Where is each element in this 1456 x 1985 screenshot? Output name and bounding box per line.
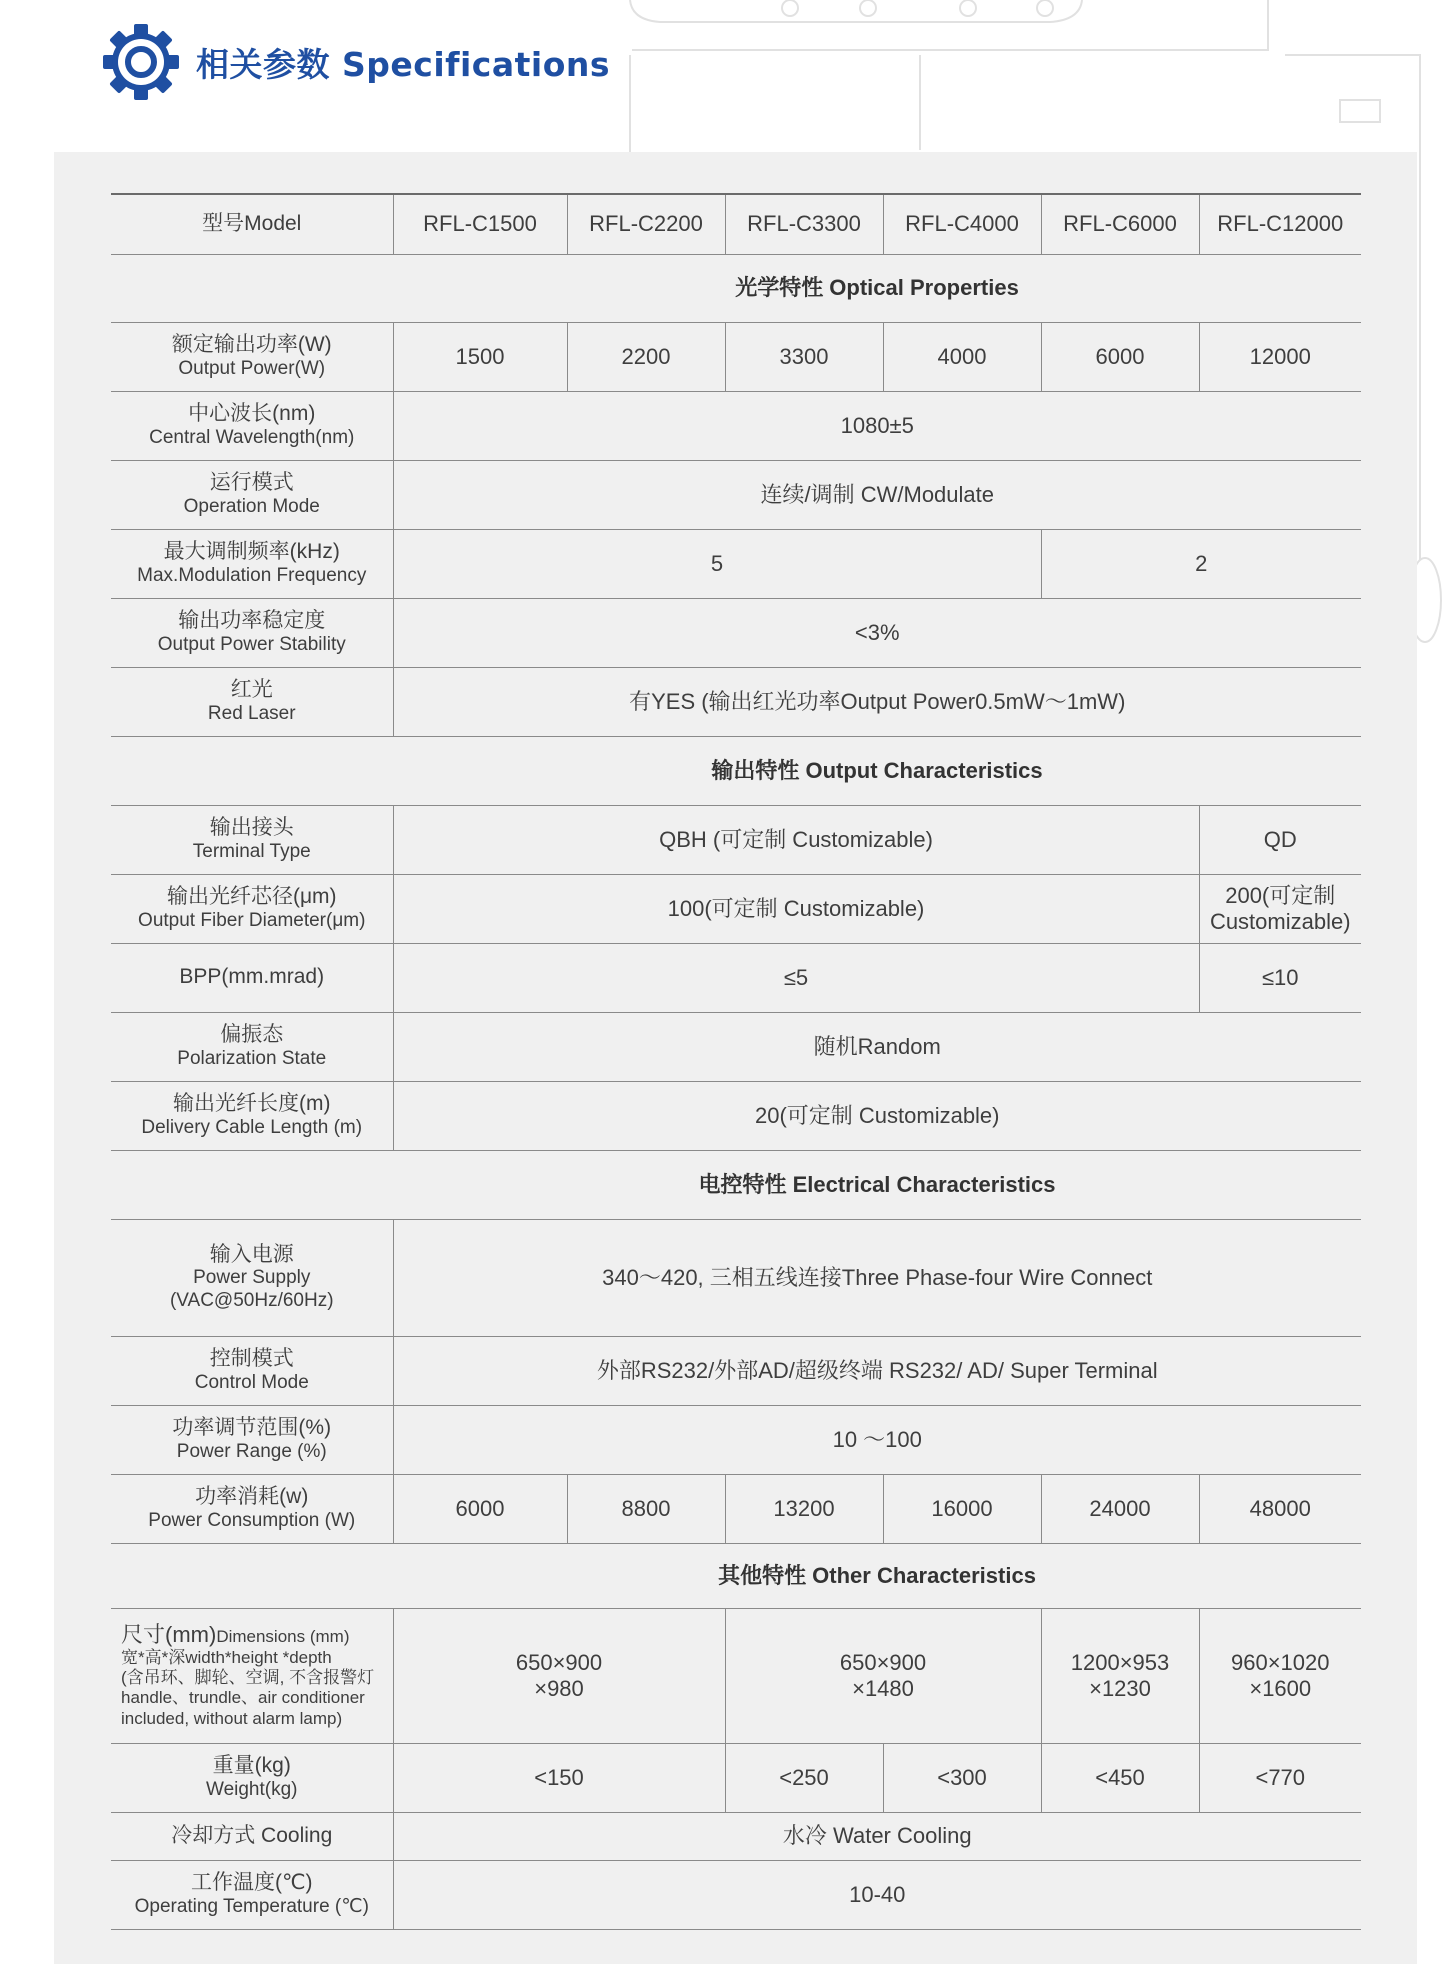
- value-line: ×980: [534, 1675, 584, 1701]
- value-cell: QD: [1199, 805, 1361, 874]
- value-line: ×1480: [852, 1675, 914, 1701]
- table-row: [111, 598, 1361, 667]
- label-zh: 输出功率稳定度: [178, 608, 326, 632]
- model-cell: RFL-C6000: [1041, 194, 1199, 254]
- value-cell: 3300: [725, 322, 883, 391]
- table-row: [111, 805, 1361, 874]
- label-zh: 最大调制频率(kHz): [163, 539, 340, 563]
- table-row: [111, 529, 1361, 598]
- model-cell: RFL-C12000: [1199, 194, 1361, 254]
- row-label: [111, 598, 393, 667]
- table-row: [111, 1012, 1361, 1081]
- table-row: [111, 391, 1361, 460]
- label-zh: 重量(kg): [212, 1753, 291, 1777]
- value-cell: 外部RS232/外部AD/超级终端 RS232/ AD/ Super Terminal: [393, 1336, 1361, 1405]
- value-cell: 13200: [725, 1474, 883, 1543]
- value-cell: 8800: [567, 1474, 725, 1543]
- label-zh: 工作温度(℃): [190, 1870, 313, 1894]
- label-en: Output Fiber Diameter(μm): [138, 909, 366, 931]
- section-header: [111, 254, 1361, 322]
- label-line: 宽*高*深width*height *depth: [121, 1648, 332, 1668]
- label-en: Terminal Type: [192, 840, 311, 862]
- row-label: [111, 322, 393, 391]
- value-cell: 6000: [393, 1474, 567, 1543]
- model-cell: RFL-C2200: [567, 194, 725, 254]
- value-cell: QBH (可定制 Customizable): [393, 805, 1199, 874]
- value-cell: 有YES (输出红光功率Output Power0.5mW～1mW): [393, 667, 1361, 736]
- label-en: Power Supply: [193, 1267, 311, 1289]
- value-cell: <450: [1041, 1743, 1199, 1812]
- row-label: BPP(mm.mrad): [111, 943, 393, 1012]
- table-row: [111, 322, 1361, 391]
- value-cell: 16000: [883, 1474, 1041, 1543]
- value-cell: 6000: [1041, 322, 1199, 391]
- value-cell: [393, 1608, 725, 1743]
- table-row: [111, 1405, 1361, 1474]
- label-en: Max.Modulation Frequency: [137, 564, 367, 586]
- value-cell: ≤10: [1199, 943, 1361, 1012]
- value-cell: 20(可定制 Customizable): [393, 1081, 1361, 1150]
- section-title-other: 其他特性 Other Characteristics: [718, 1562, 1036, 1588]
- value-line: ×1600: [1249, 1675, 1312, 1701]
- value-cell: 24000: [1041, 1474, 1199, 1543]
- value-cell: <300: [883, 1743, 1041, 1812]
- value-cell: <3%: [393, 598, 1361, 667]
- page-header: [100, 22, 610, 102]
- spec-table: [111, 193, 1361, 1930]
- label-line: included, without alarm lamp): [121, 1708, 343, 1728]
- row-label: [111, 805, 393, 874]
- value-cell: 水冷 Water Cooling: [393, 1812, 1361, 1860]
- table-row: [111, 1081, 1361, 1150]
- value-cell: ≤5: [393, 943, 1199, 1012]
- value-cell: 10 ～100: [393, 1405, 1361, 1474]
- row-label: [111, 460, 393, 529]
- row-label: [111, 1336, 393, 1405]
- row-label: [111, 1743, 393, 1812]
- label-en: Power Range (%): [176, 1440, 327, 1462]
- section-row: [111, 1150, 1361, 1219]
- row-label: [111, 1012, 393, 1081]
- label-en: Operation Mode: [183, 495, 320, 517]
- section-header: [111, 1543, 1361, 1608]
- section-title-optical: 光学特性 Optical Properties: [735, 275, 1019, 301]
- value-cell: [1199, 1608, 1361, 1743]
- value-cell: 5: [393, 529, 1041, 598]
- table-row: [111, 943, 1361, 1012]
- label-en: Output Power Stability: [157, 633, 346, 655]
- label-zh: 红光: [230, 677, 273, 701]
- value-cell: [1199, 874, 1361, 943]
- row-label: [111, 1474, 393, 1543]
- row-label: [111, 874, 393, 943]
- label-zh: 输出接头: [209, 815, 294, 839]
- table-row: [111, 1474, 1361, 1543]
- row-label: [111, 391, 393, 460]
- row-label: [111, 1405, 393, 1474]
- label-zh: 控制模式: [209, 1346, 294, 1370]
- value-line: 650×900: [515, 1649, 603, 1675]
- row-label: [111, 1860, 393, 1929]
- label-en: Operating Temperature (℃): [134, 1895, 369, 1917]
- section-title-output: 输出特性 Output Characteristics: [711, 757, 1043, 783]
- value-cell: <250: [725, 1743, 883, 1812]
- table-row: [111, 1336, 1361, 1405]
- label-zh: 功率调节范围(%): [172, 1415, 332, 1439]
- label-en: Power Consumption (W): [148, 1509, 356, 1531]
- label-zh: 输出光纤芯径(μm): [166, 884, 337, 908]
- label-zh: 运行模式: [209, 470, 294, 494]
- table-row: [111, 667, 1361, 736]
- value-cell: 连续/调制 CW/Modulate: [393, 460, 1361, 529]
- table-row: [111, 1743, 1361, 1812]
- table-row: [111, 1860, 1361, 1929]
- label-en: Central Wavelength(nm): [149, 426, 355, 448]
- row-label: [111, 1081, 393, 1150]
- label-line: (含吊环、脚轮、空调, 不含报警灯: [121, 1668, 375, 1688]
- section-header: [111, 736, 1361, 805]
- value-line: 650×900: [839, 1649, 927, 1675]
- value-line: 200(可定制: [1225, 882, 1336, 908]
- label-en: Weight(kg): [205, 1778, 298, 1800]
- label-zh: 偏振态: [220, 1022, 284, 1046]
- value-cell: <150: [393, 1743, 725, 1812]
- row-label: [111, 667, 393, 736]
- label-en: Polarization State: [177, 1047, 327, 1069]
- label-zh: 输入电源: [209, 1242, 294, 1266]
- value-cell: 随机Random: [393, 1012, 1361, 1081]
- label-en: Red Laser: [207, 702, 296, 724]
- label-en: Dimensions (mm): [216, 1627, 350, 1647]
- label-zh: 额定输出功率(W): [171, 332, 332, 356]
- value-line: Customizable): [1209, 908, 1351, 934]
- value-cell: [1041, 1608, 1199, 1743]
- value-cell: 2: [1041, 529, 1361, 598]
- table-row: [111, 460, 1361, 529]
- row-label: 冷却方式 Cooling: [111, 1812, 393, 1860]
- value-line: ×1230: [1089, 1675, 1151, 1701]
- value-cell: <770: [1199, 1743, 1361, 1812]
- gear-icon: [100, 21, 182, 103]
- label-zh: 尺寸(mm): [121, 1622, 217, 1648]
- label-en: Output Power(W): [178, 357, 326, 379]
- row-label: [111, 1219, 393, 1336]
- value-cell: 10-40: [393, 1860, 1361, 1929]
- section-row: [111, 254, 1361, 322]
- label-en: (VAC@50Hz/60Hz): [169, 1289, 334, 1311]
- label-line: handle、trundle、air conditioner: [121, 1688, 365, 1708]
- model-row: [111, 194, 1361, 254]
- label-zh: 输出光纤长度(m): [173, 1091, 331, 1115]
- model-cell: RFL-C1500: [393, 194, 567, 254]
- value-line: 960×1020: [1231, 1649, 1330, 1675]
- label-en: Control Mode: [194, 1371, 309, 1393]
- label-zh: 中心波长(nm): [188, 401, 316, 425]
- section-row: [111, 736, 1361, 805]
- value-cell: 4000: [883, 322, 1041, 391]
- model-cell: RFL-C4000: [883, 194, 1041, 254]
- value-cell: 1500: [393, 322, 567, 391]
- value-cell: 2200: [567, 322, 725, 391]
- row-label: [111, 529, 393, 598]
- table-row: [111, 1812, 1361, 1860]
- value-cell: 340～420, 三相五线连接Three Phase-four Wire Connect: [393, 1219, 1361, 1336]
- section-title-electrical: 电控特性 Electrical Characteristics: [698, 1171, 1056, 1197]
- table-row: [111, 1219, 1361, 1336]
- model-label: 型号Model: [111, 194, 393, 254]
- value-cell: 48000: [1199, 1474, 1361, 1543]
- value-cell: 100(可定制 Customizable): [393, 874, 1199, 943]
- table-row: [111, 874, 1361, 943]
- model-cell: RFL-C3300: [725, 194, 883, 254]
- value-cell: 1080±5: [393, 391, 1361, 460]
- label-en: Delivery Cable Length (m): [141, 1116, 363, 1138]
- value-cell: 12000: [1199, 322, 1361, 391]
- dimensions-label: [111, 1608, 393, 1743]
- section-header: [111, 1150, 1361, 1219]
- section-row: [111, 1543, 1361, 1608]
- value-line: 1200×953: [1070, 1649, 1170, 1675]
- value-cell: [725, 1608, 1041, 1743]
- table-row: [111, 1608, 1361, 1743]
- label-zh: 功率消耗(w): [195, 1484, 309, 1508]
- page-title: 相关参数 Specifications: [196, 44, 611, 84]
